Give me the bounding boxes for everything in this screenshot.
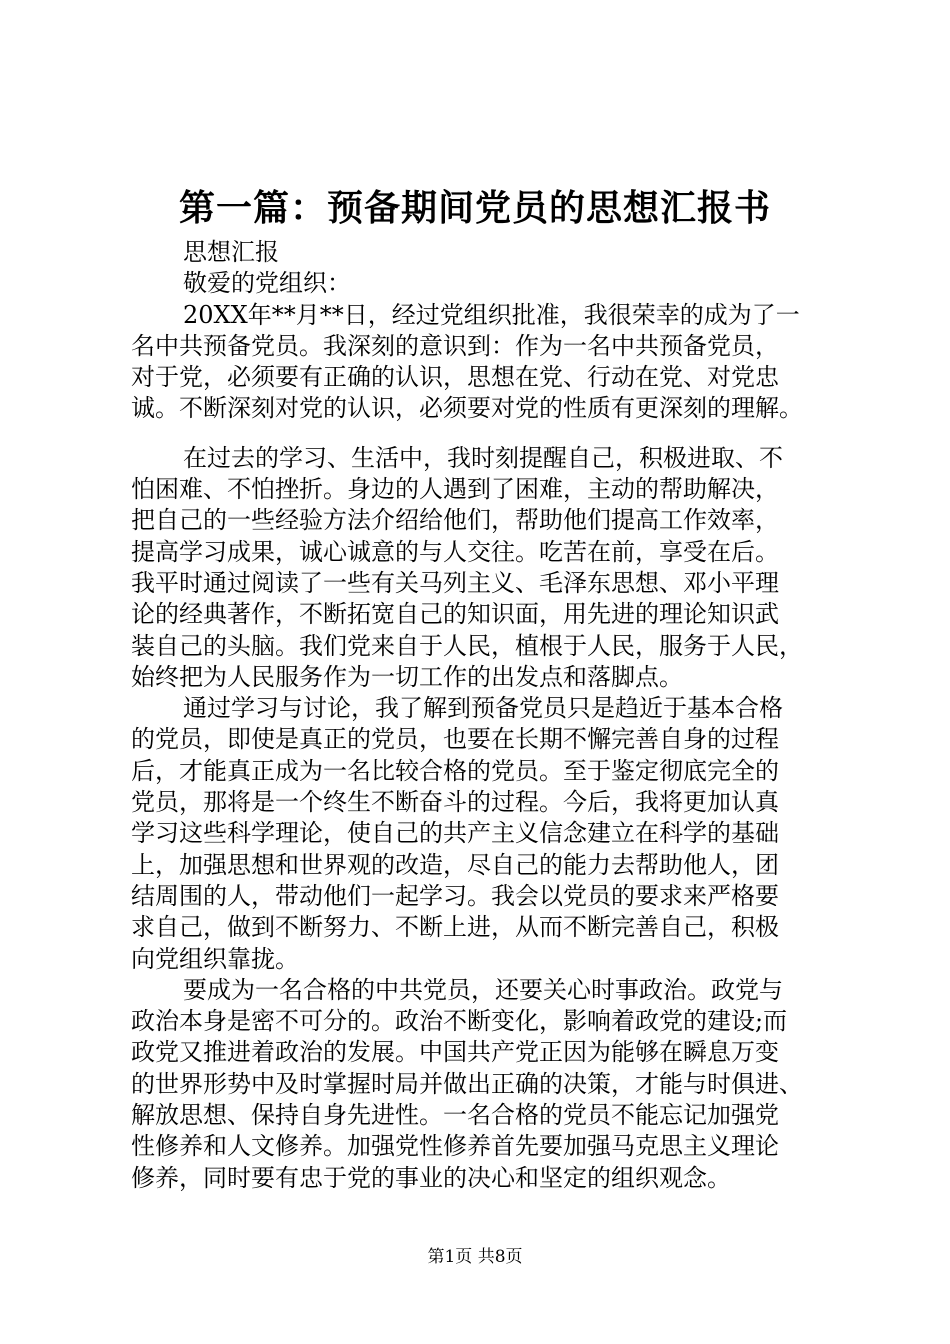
paragraph-line: 把自己的一些经验方法介绍给他们，帮助他们提高工作效率， — [131, 506, 779, 535]
document-heading: 思想汇报 — [183, 238, 279, 266]
paragraph-line: 学习这些科学理论，使自己的共产主义信念建立在科学的基础 — [131, 819, 779, 848]
paragraph-line: 在过去的学习、生活中，我时刻提醒自己，积极进取、不 — [183, 443, 783, 472]
paragraph-line: 求自己，做到不断努力、不断上进，从而不断完善自己，积极 — [131, 913, 779, 942]
paragraph-line: 结周围的人，带动他们一起学习。我会以党员的要求来严格要 — [131, 881, 779, 910]
paragraph-line: 政治本身是密不可分的。政治不断变化，影响着政党的建设;而 — [131, 1007, 788, 1036]
paragraph-line: 解放思想、保持自身先进性。一名合格的党员不能忘记加强党 — [131, 1101, 779, 1130]
paragraph-line: 性修养和人文修养。加强党性修养首先要加强马克思主义理论 — [131, 1132, 779, 1161]
paragraph-line: 政党又推进着政治的发展。中国共产党正因为能够在瞬息万变 — [131, 1038, 779, 1067]
salutation: 敬爱的党组织： — [183, 269, 351, 298]
paragraph-line: 要成为一名合格的中共党员，还要关心时事政治。政党与 — [183, 975, 783, 1004]
paragraph-3 — [131, 693, 831, 975]
paragraph-line: 装自己的头脑。我们党来自于人民，植根于人民，服务于人民， — [131, 631, 803, 660]
paragraph-line: 提高学习成果，诚心诚意的与人交往。吃苦在前，享受在后。 — [131, 537, 779, 566]
paragraph-line: 修养，同时要有忠于党的事业的决心和坚定的组织观念。 — [131, 1163, 731, 1192]
paragraph-line: 20XX年**月**日，经过党组织批准，我很荣幸的成为了一 — [183, 300, 800, 329]
paragraph-line: 向党组织靠拢。 — [131, 944, 299, 973]
paragraph-line: 诚。不断深刻对党的认识，必须要对党的性质有更深刻的理解。 — [131, 394, 803, 423]
page-number-footer: 第1页 共8页 — [427, 1247, 523, 1267]
paragraph-line: 上，加强思想和世界观的改造，尽自己的能力去帮助他人，团 — [131, 850, 779, 879]
paragraph-line: 始终把为人民服务作为一切工作的出发点和落脚点。 — [131, 662, 683, 691]
paragraph-line: 党员，那将是一个终生不断奋斗的过程。今后，我将更加认真 — [131, 788, 779, 817]
paragraph-1 — [131, 300, 831, 425]
paragraph-gap — [131, 425, 831, 443]
document-title: 第一篇：预备期间党员的思想汇报书 — [178, 187, 771, 229]
paragraph-line: 通过学习与讨论，我了解到预备党员只是趋近于基本合格 — [183, 694, 783, 723]
paragraph-line: 对于党，必须要有正确的认识，思想在党、行动在党、对党忠 — [131, 363, 779, 392]
paragraph-line: 名中共预备党员。我深刻的意识到：作为一名中共预备党员， — [131, 331, 779, 360]
paragraph-line: 后，才能真正成为一名比较合格的党员。至于鉴定彻底完全的 — [131, 756, 779, 785]
document-body — [131, 237, 831, 1194]
paragraph-line: 的世界形势中及时掌握时局并做出正确的决策，才能与时俱进、 — [131, 1069, 803, 1098]
paragraph-line: 怕困难、不怕挫折。身边的人遇到了困难，主动的帮助解决， — [131, 475, 779, 504]
paragraph-4 — [131, 975, 831, 1194]
paragraph-line: 论的经典著作，不断拓宽自己的知识面，用先进的理论知识武 — [131, 600, 779, 629]
paragraph-line: 的党员，即使是真正的党员，也要在长期不懈完善自身的过程 — [131, 725, 779, 754]
paragraph-line: 我平时通过阅读了一些有关马列主义、毛泽东思想、邓小平理 — [131, 568, 779, 597]
paragraph-2 — [131, 443, 831, 693]
